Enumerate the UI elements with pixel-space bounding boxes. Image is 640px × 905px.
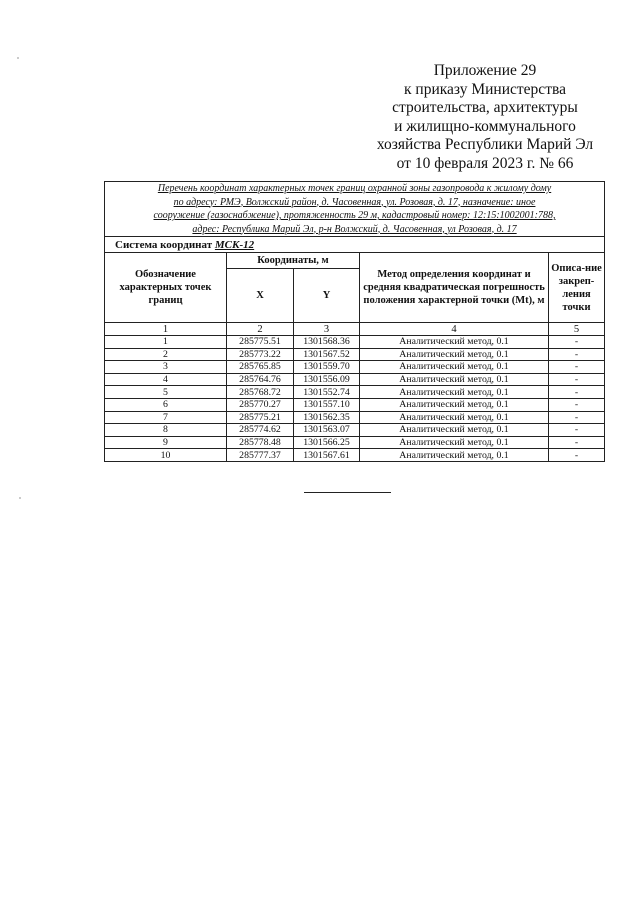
point-number: 4 <box>105 373 227 386</box>
coord-x: 285777.37 <box>227 449 294 462</box>
scan-speck <box>19 497 21 499</box>
coord-x: 285768.72 <box>227 386 294 399</box>
table-row <box>105 449 605 462</box>
method: Аналитический метод, 0.1 <box>360 373 549 386</box>
header-designation: Обозначение характерных точек границ <box>105 253 227 323</box>
appendix-header <box>340 62 630 173</box>
coord-y: 1301567.61 <box>294 449 360 462</box>
column-number: 1 <box>105 323 227 336</box>
coord-y: 1301562.35 <box>294 411 360 424</box>
coord-y: 1301559.70 <box>294 361 360 374</box>
table-row <box>105 436 605 449</box>
table-row <box>105 411 605 424</box>
coord-y: 1301566.25 <box>294 436 360 449</box>
method: Аналитический метод, 0.1 <box>360 398 549 411</box>
header-coordinates: Координаты, м <box>227 253 360 269</box>
table-row <box>105 424 605 437</box>
table-row <box>105 361 605 374</box>
method: Аналитический метод, 0.1 <box>360 449 549 462</box>
table-title-row <box>105 182 605 237</box>
coord-y: 1301556.09 <box>294 373 360 386</box>
header-line: строительства, архитектуры <box>392 99 578 116</box>
coordinate-system <box>105 237 605 253</box>
column-number: 2 <box>227 323 294 336</box>
coord-y: 1301552.74 <box>294 386 360 399</box>
coord-y: 1301563.07 <box>294 424 360 437</box>
header-line: хозяйства Республики Марий Эл <box>376 136 594 153</box>
description: - <box>549 424 605 437</box>
coordinate-system-label: Система координат <box>115 238 213 251</box>
column-number: 4 <box>360 323 549 336</box>
method: Аналитический метод, 0.1 <box>360 424 549 437</box>
description: - <box>549 449 605 462</box>
method: Аналитический метод, 0.1 <box>360 348 549 361</box>
point-number: 8 <box>105 424 227 437</box>
coord-y: 1301567.52 <box>294 348 360 361</box>
description: - <box>549 411 605 424</box>
coord-y: 1301568.36 <box>294 336 360 349</box>
column-number: 3 <box>294 323 360 336</box>
header-line: от 10 февраля 2023 г. № 66 <box>396 154 574 172</box>
point-number: 7 <box>105 411 227 424</box>
coord-x: 285770.27 <box>227 398 294 411</box>
header-x: X <box>227 269 294 323</box>
method: Аналитический метод, 0.1 <box>360 386 549 399</box>
point-number: 10 <box>105 449 227 462</box>
header-description: Описа-ние закреп-ления точки <box>549 253 605 323</box>
coord-x: 285775.51 <box>227 336 294 349</box>
coord-x: 285765.85 <box>227 361 294 374</box>
table-row <box>105 386 605 399</box>
title-line: по адресу: РМЭ, Волжский район, д. Часовенная, ул. Розовая, д. 17, назначение: иное <box>173 196 536 208</box>
coord-x: 285773.22 <box>227 348 294 361</box>
description: - <box>549 348 605 361</box>
method: Аналитический метод, 0.1 <box>360 361 549 374</box>
table-title <box>105 182 605 237</box>
table-row <box>105 336 605 349</box>
point-number: 6 <box>105 398 227 411</box>
method: Аналитический метод, 0.1 <box>360 411 549 424</box>
column-number: 5 <box>549 323 605 336</box>
title-line: Перечень координат характерных точек границ охранной зоны газопровода к жилому дому <box>157 183 552 194</box>
method: Аналитический метод, 0.1 <box>360 436 549 449</box>
title-line: сооружение (газоснабжение), протяженность 29 м, кадастровый номер: 12:15:1002001:788, <box>153 210 556 221</box>
table-row <box>105 398 605 411</box>
method: Аналитический метод, 0.1 <box>360 336 549 349</box>
description: - <box>549 398 605 411</box>
header-y: Y <box>294 269 360 323</box>
coord-x: 285774.62 <box>227 424 294 437</box>
column-number-row <box>105 323 605 336</box>
coordinate-system-row <box>105 237 605 253</box>
coordinate-system-value: МСК-12 <box>214 238 255 251</box>
point-number: 2 <box>105 348 227 361</box>
description: - <box>549 436 605 449</box>
coord-y: 1301557.10 <box>294 398 360 411</box>
coord-x: 285778.48 <box>227 436 294 449</box>
header-line: и жилищно-коммунального <box>394 117 576 135</box>
header-line: к приказу Министерства <box>404 80 566 98</box>
title-line: адрес: Республика Марий Эл, р-н Волжский, д. Часовенная, ул Розовая, д. 17 <box>192 223 517 235</box>
description: - <box>549 336 605 349</box>
coordinates-table <box>104 181 605 462</box>
description: - <box>549 361 605 374</box>
table-row <box>105 373 605 386</box>
header-method: Метод определения координат и средняя квадратическая погрешность положения характерной точки (Mt), м <box>360 253 549 323</box>
point-number: 5 <box>105 386 227 399</box>
table-row <box>105 348 605 361</box>
coord-x: 285764.76 <box>227 373 294 386</box>
separator-line <box>304 492 391 493</box>
scan-speck <box>17 57 19 59</box>
point-number: 9 <box>105 436 227 449</box>
header-row <box>105 253 605 269</box>
point-number: 3 <box>105 361 227 374</box>
description: - <box>549 373 605 386</box>
coord-x: 285775.21 <box>227 411 294 424</box>
header-line: Приложение 29 <box>433 62 537 79</box>
point-number: 1 <box>105 336 227 349</box>
description: - <box>549 386 605 399</box>
